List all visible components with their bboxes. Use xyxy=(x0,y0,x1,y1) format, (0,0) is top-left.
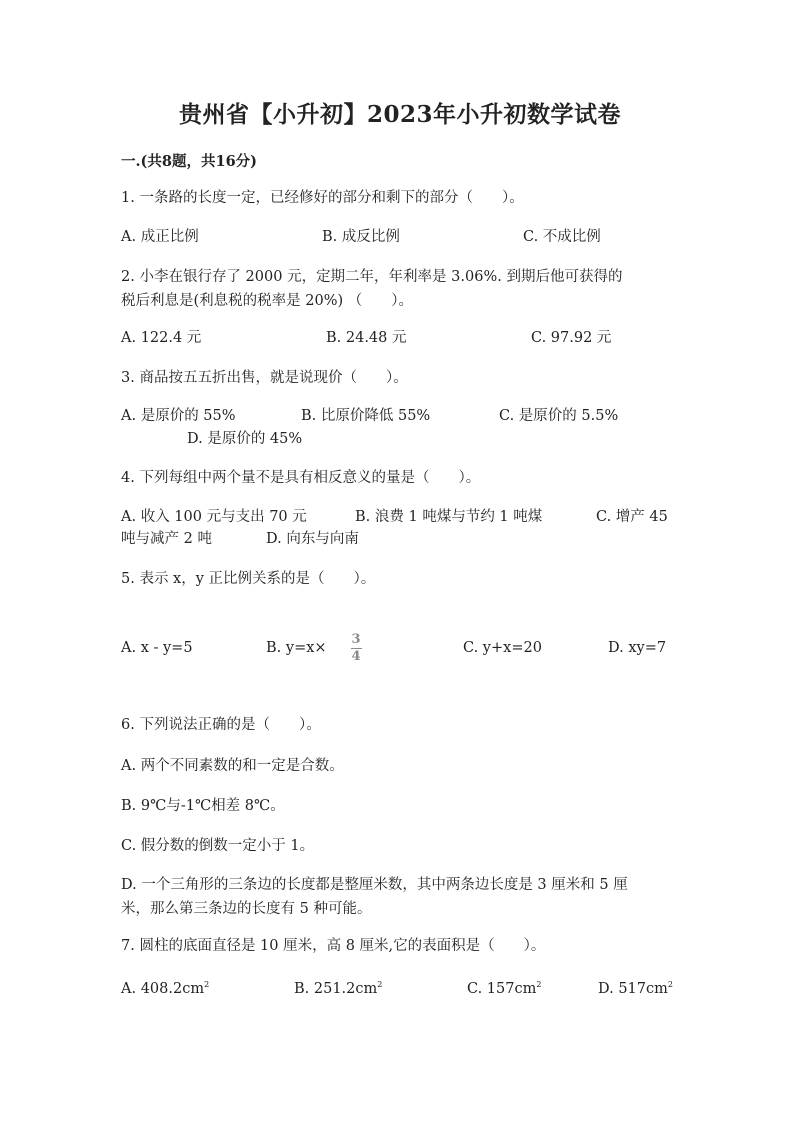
question-4: 4. 下列每组中两个量不是具有相反意义的量是（ ）。 xyxy=(121,470,481,486)
superscript: 2 xyxy=(667,980,673,989)
q4-option-b: B. 浪费 1 吨煤与节约 1 吨煤 xyxy=(355,509,543,525)
q2-option-c: C. 97.92 元 xyxy=(531,330,612,346)
question-7: 7. 圆柱的底面直径是 10 厘米，高 8 厘米,它的表面积是（ ）。 xyxy=(121,938,546,954)
superscript: 2 xyxy=(536,980,542,989)
question-3: 3. 商品按五五折出售，就是说现价（ ）。 xyxy=(121,370,408,386)
q7-option-c-text: C. 157cm xyxy=(467,980,537,997)
superscript: 2 xyxy=(377,980,383,989)
q5-option-b-label: B. y=x× xyxy=(266,640,327,656)
fraction-denominator: 4 xyxy=(351,648,361,664)
fraction-three-quarters xyxy=(351,633,362,664)
q7-option-b-text: B. 251.2cm xyxy=(294,980,378,997)
q4-option-d: D. 向东与向南 xyxy=(266,531,359,547)
superscript: 2 xyxy=(204,980,210,989)
fraction-numerator: 3 xyxy=(351,631,361,647)
q6-option-d-line-1: D. 一个三角形的三条边的长度都是整厘米数，其中两条边长度是 3 厘米和 5 厘 xyxy=(121,877,628,893)
question-2-line-2: 税后利息是(利息税的税率是 20%) （ ）。 xyxy=(121,293,414,309)
q5-option-b xyxy=(266,630,362,666)
q4-option-a: A. 收入 100 元与支出 70 元 xyxy=(121,509,307,525)
q6-option-d-line-2: 米，那么第三条边的长度有 5 种可能。 xyxy=(121,901,372,917)
q3-option-c: C. 是原价的 5.5% xyxy=(499,408,619,424)
q6-option-b: B. 9℃与-1℃相差 8℃。 xyxy=(121,798,285,814)
q6-option-c: C. 假分数的倒数一定小于 1。 xyxy=(121,838,315,854)
q5-option-d: D. xy=7 xyxy=(608,640,667,656)
q7-option-d xyxy=(598,974,673,1000)
q4-option-c-cont: 吨与减产 2 吨 xyxy=(121,531,212,547)
q7-option-c xyxy=(467,974,541,1000)
question-2-line-1: 2. 小李在银行存了 2000 元，定期二年，年利率是 3.06%. 到期后他可获得的 xyxy=(121,269,623,285)
q7-option-d-text: D. 517cm xyxy=(598,980,668,997)
q4-option-c: C. 增产 45 xyxy=(596,509,668,525)
q3-option-a: A. 是原价的 55% xyxy=(121,408,236,424)
q2-option-b: B. 24.48 元 xyxy=(326,330,407,346)
q7-option-a-text: A. 408.2cm xyxy=(121,980,205,997)
q1-option-a: A. 成正比例 xyxy=(121,229,199,245)
q3-option-b: B. 比原价降低 55% xyxy=(301,408,431,424)
q3-option-d: D. 是原价的 45% xyxy=(187,431,303,447)
q6-option-a: A. 两个不同素数的和一定是合数。 xyxy=(121,758,344,774)
question-6: 6. 下列说法正确的是（ ）。 xyxy=(121,717,321,733)
q7-option-a xyxy=(121,974,209,1000)
q5-option-c: C. y+x=20 xyxy=(463,640,542,656)
question-1: 1. 一条路的长度一定，已经修好的部分和剩下的部分（ ）。 xyxy=(121,190,524,206)
q1-option-c: C. 不成比例 xyxy=(523,229,601,245)
question-5: 5. 表示 x，y 正比例关系的是（ ）。 xyxy=(121,571,376,587)
section-heading: 一.(共8题，共16分) xyxy=(121,153,258,170)
q1-option-b: B. 成反比例 xyxy=(322,229,400,245)
q7-option-b xyxy=(294,974,382,1000)
q5-option-a: A. x - y=5 xyxy=(121,640,193,656)
page-title: 贵州省【小升初】2023年小升初数学试卷 xyxy=(178,101,621,128)
q2-option-a: A. 122.4 元 xyxy=(121,330,202,346)
